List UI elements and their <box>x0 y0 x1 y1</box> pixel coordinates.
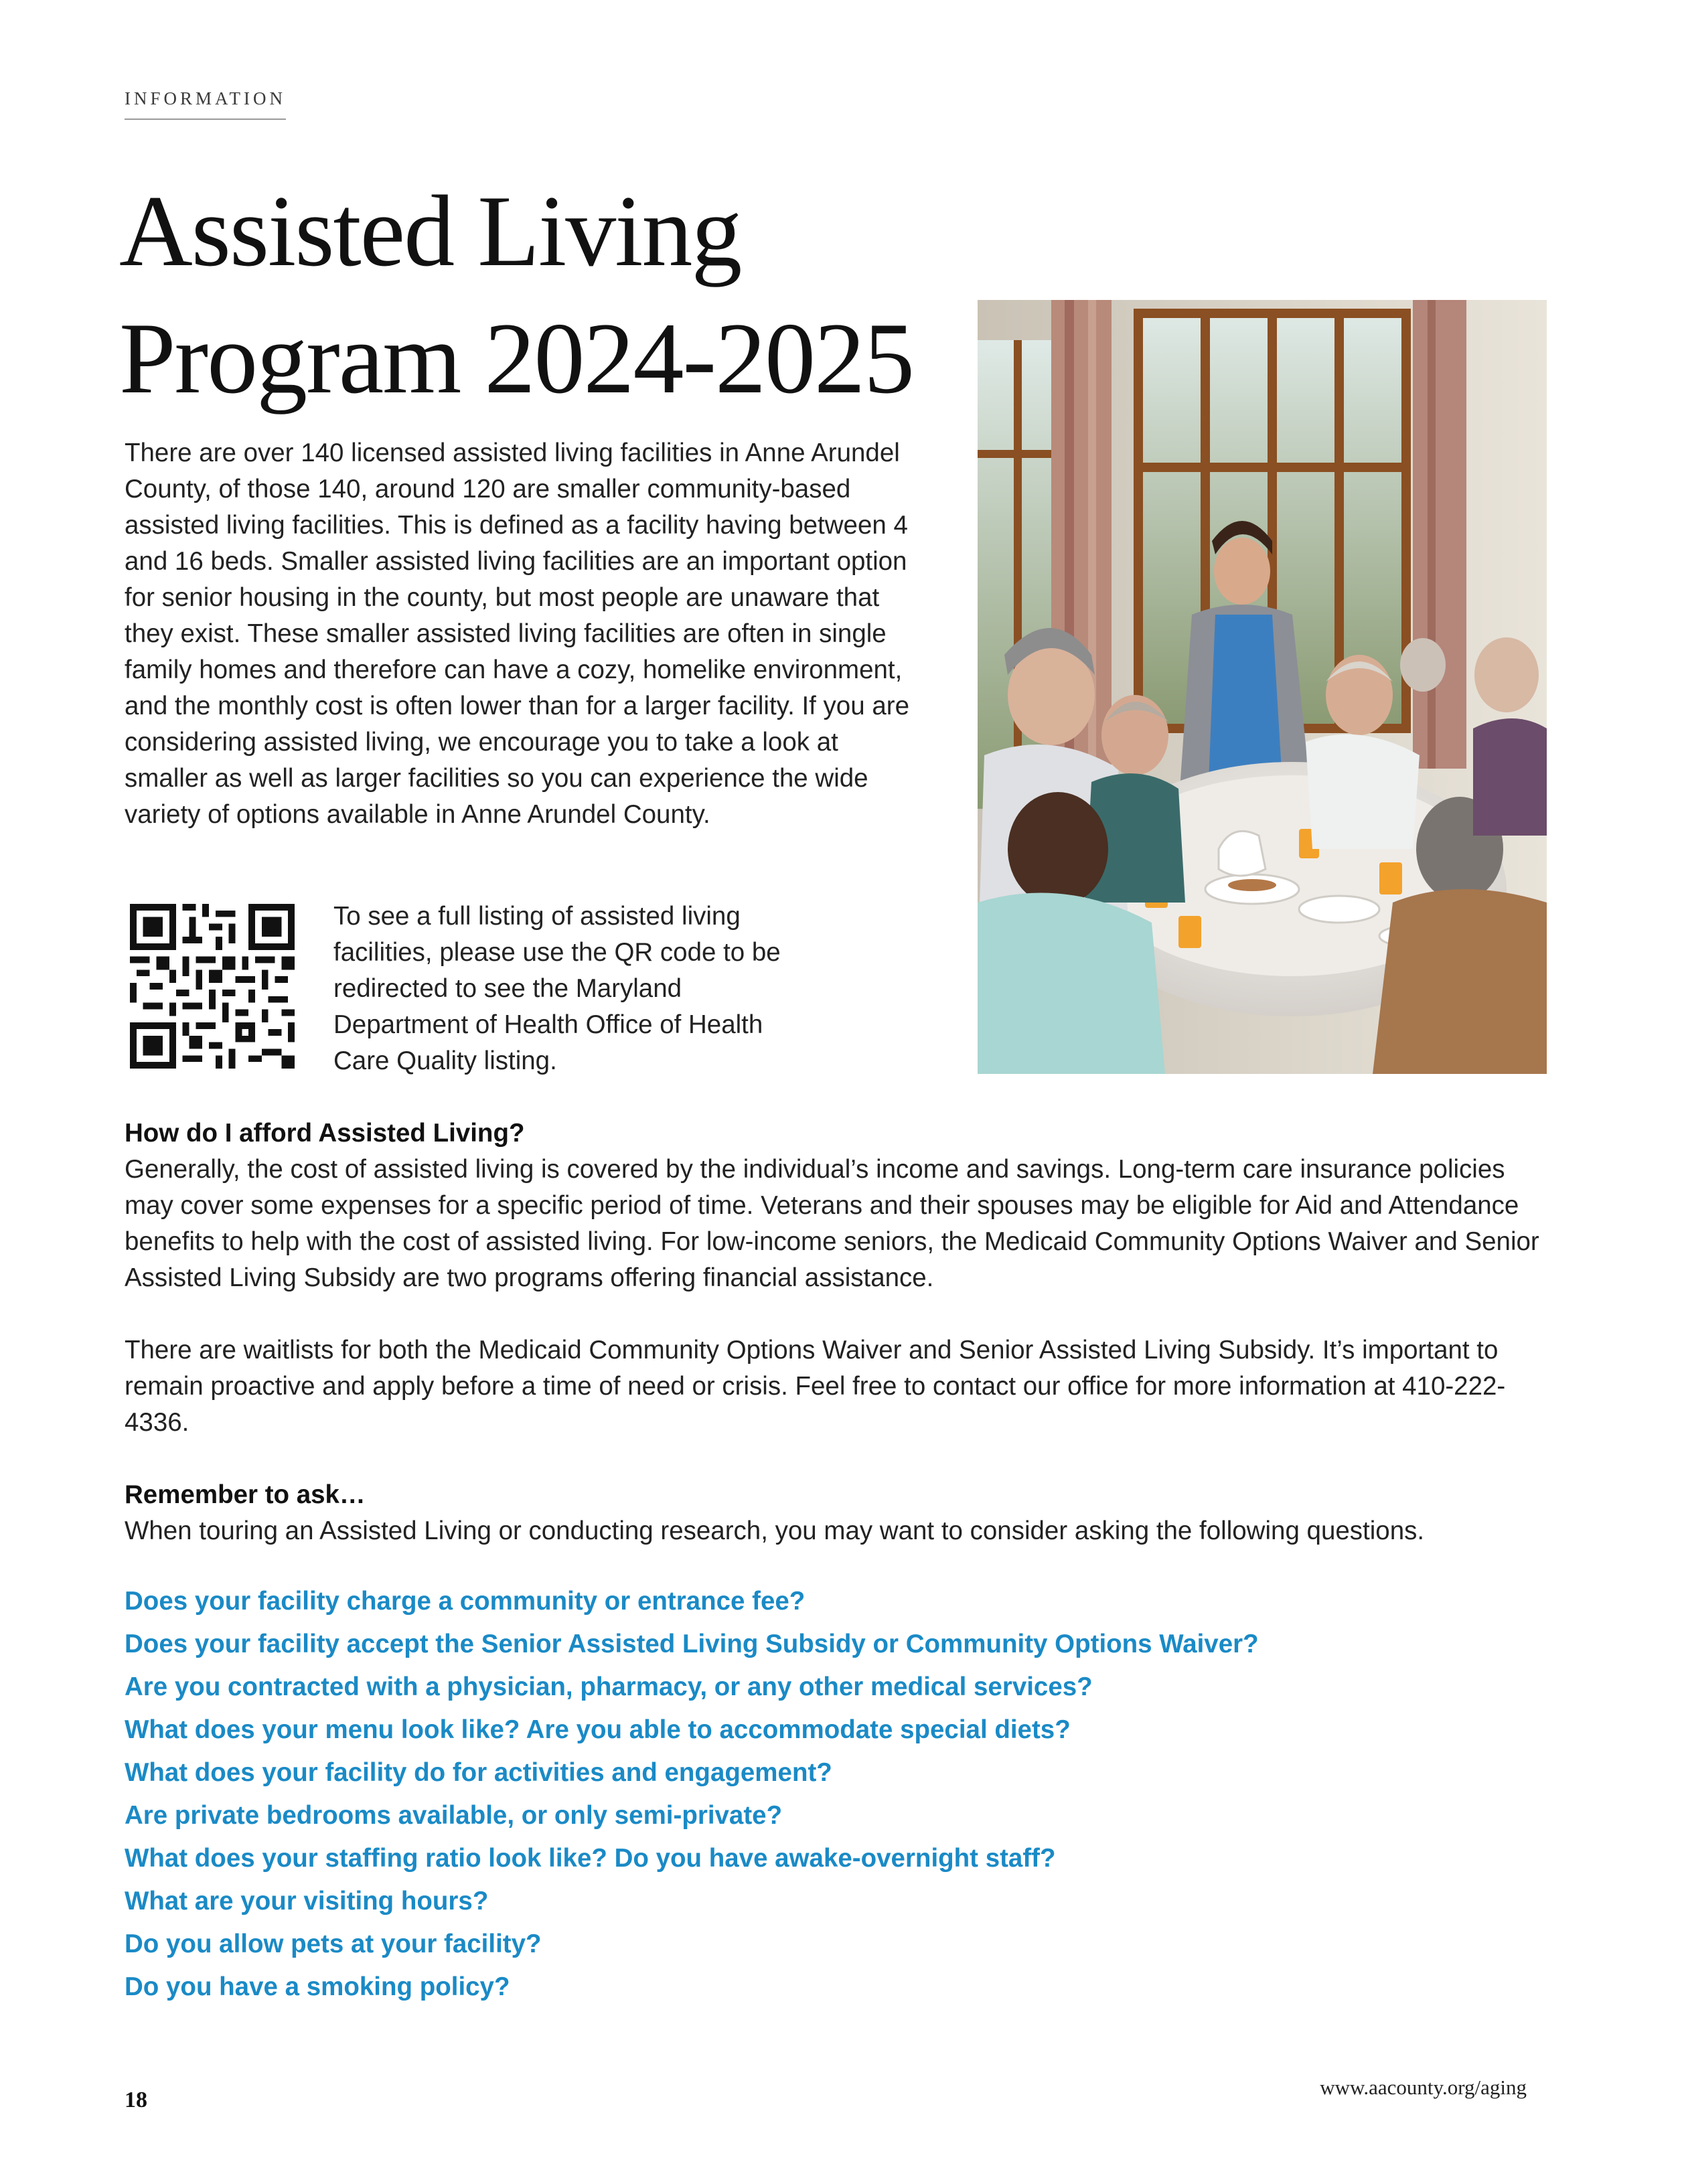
afford-heading: How do I afford Assisted Living? <box>125 1119 525 1148</box>
question-item: What does your staffing ratio look like? Do you have awake-overnight staff? <box>125 1844 1056 1873</box>
dining-photo <box>978 300 1547 1074</box>
intro-paragraph: There are over 140 licensed assisted living facilities in Anne Arundel County, of those 140, around 120 are smaller community-based assisted living facilities. This is defined as a facility having between 4 and 16 beds. Smaller assisted living facilities are an important option for senior housing in the county, but most people are unaware that they exist. These smaller assisted living facilities are often in single family homes and therefore can have a cozy, homelike environment, and the monthly cost is often lower than for a larger facility. If you are considering assisted living, we encourage you to take a look at smaller as well as larger facilities so you can experience the wide variety of options available in Anne Arundel County. <box>125 439 909 829</box>
question-item: Does your facility accept the Senior Assisted Living Subsidy or Community Options Waiver? <box>125 1630 1259 1658</box>
question-item: What are your visiting hours? <box>125 1887 489 1916</box>
qr-code[interactable] <box>130 904 295 1069</box>
question-item: What does your facility do for activities and engagement? <box>125 1758 832 1787</box>
afford-paragraph-2: There are waitlists for both the Medicaid Community Options Waiver and Senior Assisted Living Subsidy. It’s important to remain proactive and apply before a time of need or crisis. Feel free to contact our office for more information at 410-222-4336. <box>125 1336 1506 1437</box>
question-item: Do you allow pets at your facility? <box>125 1930 542 1958</box>
section-label: INFORMATION <box>125 88 286 120</box>
question-item: Do you have a smoking policy? <box>125 1972 510 2001</box>
question-list <box>125 1580 1557 2009</box>
remember-intro: When touring an Assisted Living or conducting research, you may want to consider asking the following questions. <box>125 1516 1425 1545</box>
title-line-2: Program 2024-2025 <box>119 302 914 414</box>
question-item: Does your facility charge a community or entrance fee? <box>125 1587 806 1616</box>
question-item: Are private bedrooms available, or only semi-private? <box>125 1801 783 1830</box>
title-line-1: Assisted Living <box>119 175 741 287</box>
qr-instructions: To see a full listing of assisted living facilities, please use the QR code to be redirected to see the Maryland Department of Health Office of Health Care Quality listing. <box>333 902 781 1075</box>
question-item: Are you contracted with a physician, pharmacy, or any other medical services? <box>125 1672 1093 1701</box>
page-title <box>119 167 990 422</box>
website-link[interactable]: www.aacounty.org/aging <box>1320 2076 1527 2099</box>
afford-paragraph-1: Generally, the cost of assisted living is covered by the individual’s income and savings. Long-term care insurance policies may cover some expenses for a specific period of time. Veterans and their spouses may be eligible for Aid and Attendance benefits to help with the cost of assisted living. For low-income seniors, the Medicaid Community Options Waiver and Senior Assisted Living Subsidy are two programs offering financial assistance. <box>125 1155 1539 1292</box>
page-number: 18 <box>125 2088 147 2112</box>
remember-heading: Remember to ask… <box>125 1480 366 1509</box>
question-item: What does your menu look like? Are you able to accommodate special diets? <box>125 1715 1071 1744</box>
